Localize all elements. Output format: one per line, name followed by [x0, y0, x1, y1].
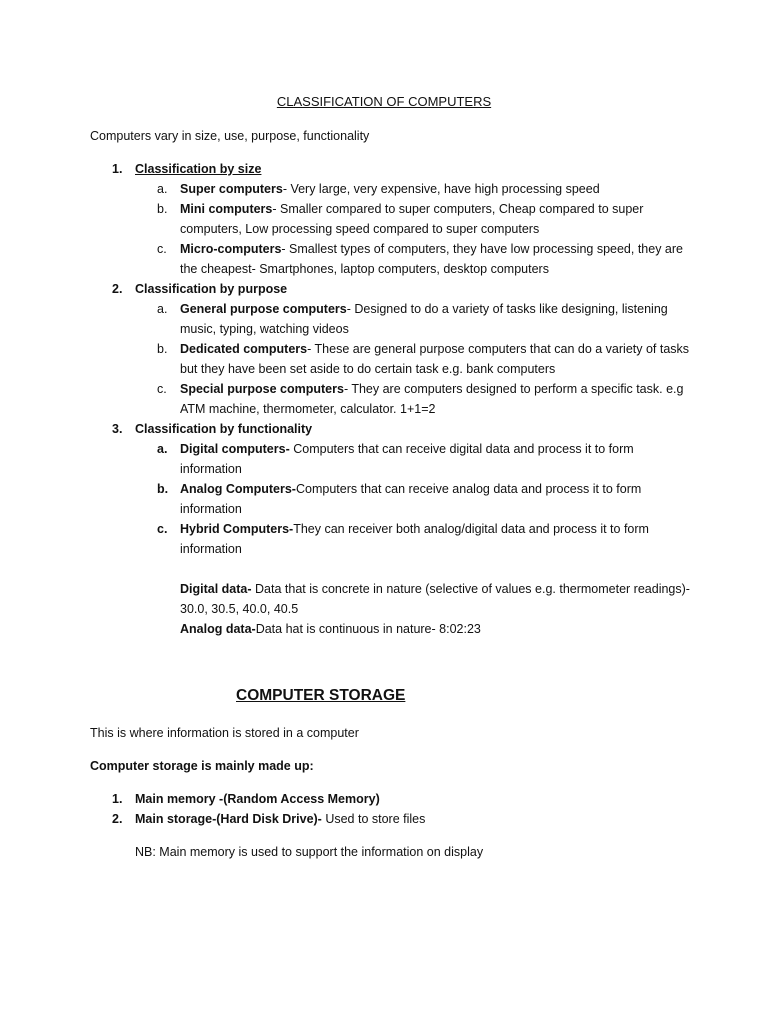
item-text: - Smallest types of computers, they have low processing speed, they are the cheapest- Smartphones, laptop computers, desktop computers — [180, 242, 683, 276]
item-term: General purpose computers — [180, 302, 347, 316]
nb-note: NB: Main memory is used to support the information on display — [135, 845, 484, 859]
item-text: - These are general purpose computers that can do a variety of tasks but they have been set aside to do certain task e.g. bank computers — [180, 342, 690, 376]
item-letter: a. — [157, 302, 168, 316]
list-item — [90, 239, 690, 279]
list-item — [90, 809, 690, 829]
item-term: Micro-computers — [180, 242, 282, 256]
section-number: 3. — [112, 422, 123, 436]
item-text: Computers that can receive digital data and process it to form information — [180, 442, 634, 476]
item-term: Special purpose computers — [180, 382, 344, 396]
item-text: - They are computers designed to perform a specific task. e.g ATM machine, thermometer, calculator. 1+1=2 — [180, 382, 684, 416]
list-item — [90, 339, 690, 379]
list-item — [90, 439, 690, 479]
note-digital-data — [180, 579, 690, 619]
item-text: - Very large, very expensive, have high processing speed — [282, 182, 600, 196]
item-term: Dedicated computers — [180, 342, 308, 356]
item-term: Analog Computers- — [180, 482, 296, 496]
list-item — [90, 479, 690, 519]
storage-title: COMPUTER STORAGE — [236, 687, 406, 704]
list-item — [90, 179, 690, 199]
item-term: Super computers — [180, 182, 283, 196]
item-text: They can receiver both analog/digital data and process it to form information — [180, 522, 649, 556]
classification-list — [90, 159, 690, 639]
section-number: 1. — [112, 162, 123, 176]
list-item — [90, 379, 690, 419]
item-letter: b. — [157, 482, 169, 496]
section-heading: Classification by size — [135, 162, 262, 176]
item-letter: a. — [157, 182, 168, 196]
item-text: Used to store files — [321, 812, 426, 826]
section-functionality — [90, 419, 690, 439]
list-item — [90, 199, 690, 239]
section-size — [90, 159, 690, 179]
note-text: Data that is concrete in nature (selective of values e.g. thermometer readings)- 30.0, 30.5, 40.0, 40.5 — [180, 582, 690, 616]
item-letter: c. — [157, 242, 167, 256]
note-analog-data — [180, 619, 690, 639]
storage-list — [90, 789, 690, 829]
data-notes — [90, 579, 690, 639]
section-number: 2. — [112, 282, 123, 296]
item-number: 1. — [112, 792, 123, 806]
item-number: 2. — [112, 812, 123, 826]
item-letter: c. — [157, 522, 168, 536]
item-letter: a. — [157, 442, 168, 456]
item-term: Digital computers- — [180, 442, 290, 456]
list-item — [90, 789, 690, 809]
storage-intro: This is where information is stored in a computer — [90, 726, 359, 740]
item-term: Hybrid Computers- — [180, 522, 294, 536]
document-title: CLASSIFICATION OF COMPUTERS — [276, 94, 492, 109]
note-text: Data hat is continuous in nature- 8:02:23 — [255, 622, 481, 636]
item-term: Main storage-(Hard Disk Drive)- — [135, 812, 322, 826]
section-purpose — [90, 279, 690, 299]
item-term: Mini computers — [180, 202, 273, 216]
intro-text: Computers vary in size, use, purpose, functionality — [90, 129, 370, 143]
item-text: - Smaller compared to super computers, Cheap compared to super computers, Low processing speed compared to super computers — [180, 202, 644, 236]
item-letter: b. — [157, 342, 168, 356]
storage-heading: Computer storage is mainly made up: — [90, 759, 314, 773]
list-item — [90, 299, 690, 339]
item-letter: b. — [157, 202, 168, 216]
section-heading: Classification by functionality — [135, 422, 313, 436]
section-heading: Classification by purpose — [135, 282, 288, 296]
item-letter: c. — [157, 382, 167, 396]
note-term: Analog data- — [180, 622, 256, 636]
item-text: - Designed to do a variety of tasks like designing, listening music, typing, watching videos — [180, 302, 668, 336]
note-term: Digital data- — [180, 582, 252, 596]
list-item — [90, 519, 690, 559]
item-text: Computers that can receive analog data and process it to form information — [180, 482, 642, 516]
item-term: Main memory -(Random Access Memory) — [135, 792, 380, 806]
